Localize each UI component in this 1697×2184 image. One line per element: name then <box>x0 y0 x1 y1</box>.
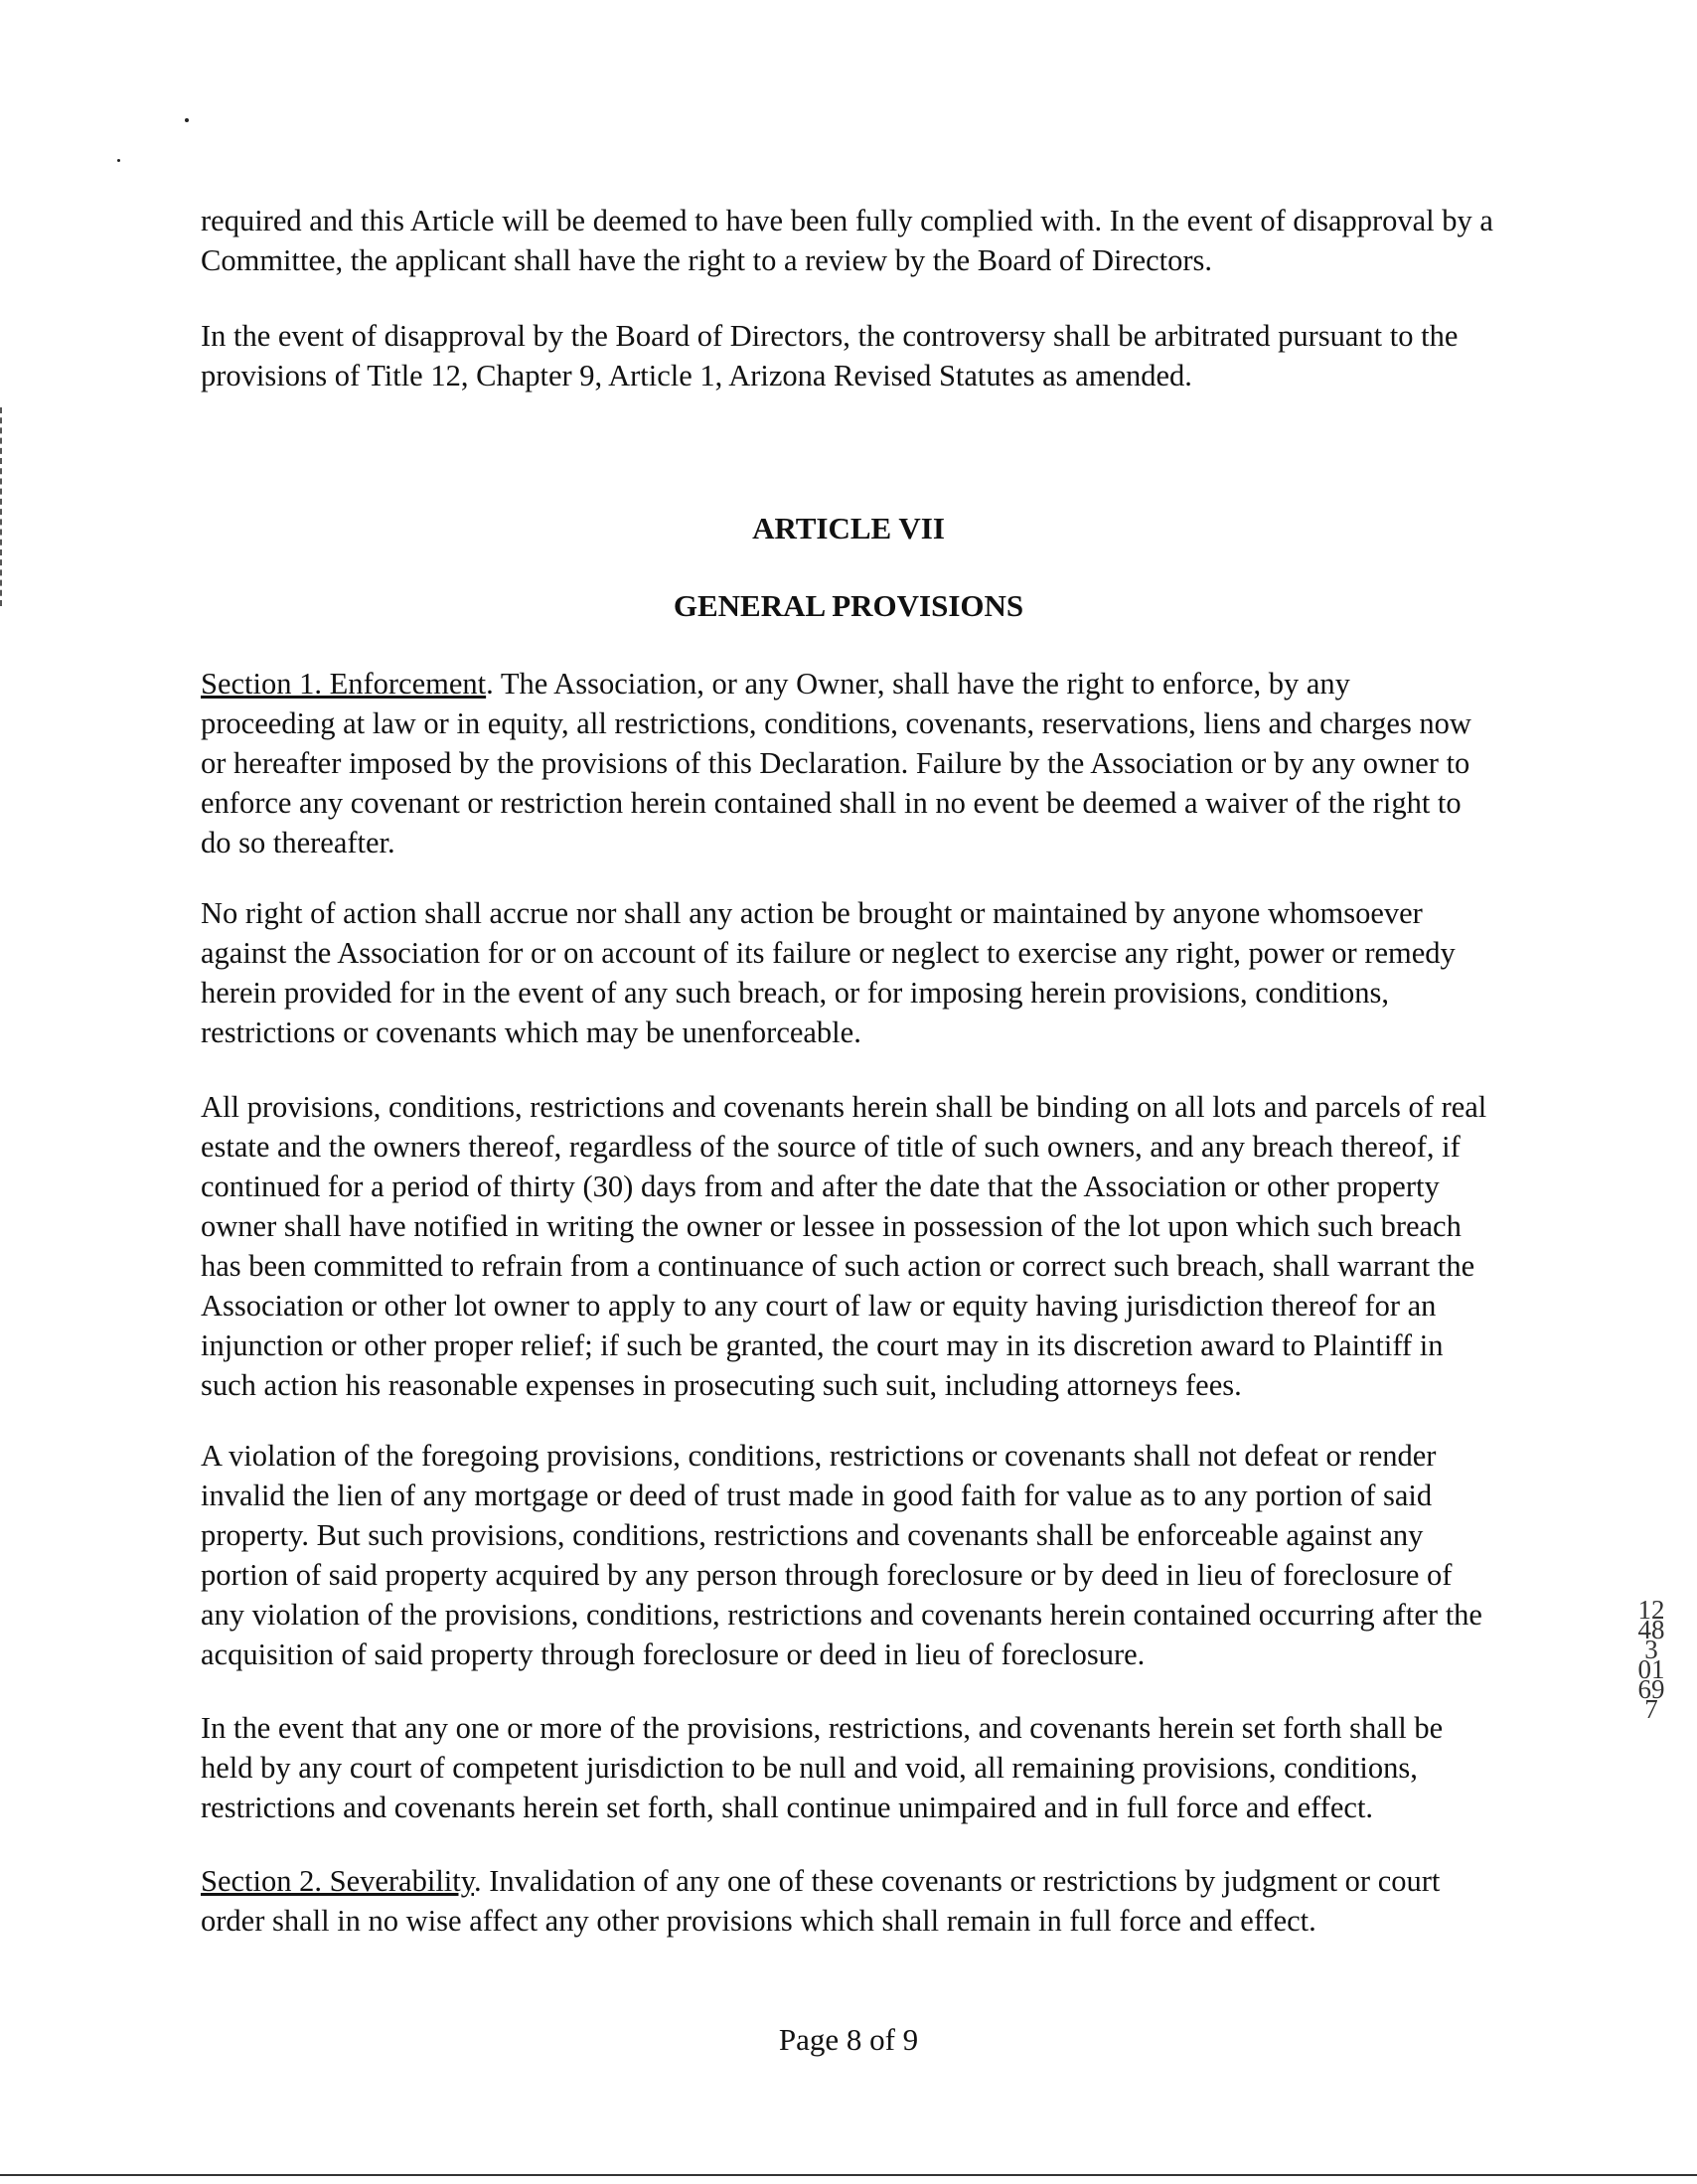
paragraph-continued: required and this Article will be deemed to have been fully complied with. In the event of disapproval by a Committee, the applicant shall have the right to a review by the Board of Directors. <box>201 204 1493 277</box>
bottom-scan-edge <box>0 2174 1697 2176</box>
section-2-label: Section 2. Severability <box>201 1864 475 1898</box>
scan-speck <box>185 118 189 122</box>
paragraph-null-void: In the event that any one or more of the provisions, restrictions, and covenants herein set forth shall be held by any court of competent jurisdiction to be null and void, all remaining provisions, conditions, restrictions and covenants herein set forth, shall continue unimpaired and in full force and effect. <box>201 1711 1444 1824</box>
recording-stamp: 12483 01697 <box>1637 1595 1665 1724</box>
scan-edge-marks <box>0 407 5 606</box>
section-1-label: Section 1. Enforcement <box>201 667 487 701</box>
section-1-enforcement <box>201 664 1592 862</box>
scan-speck <box>117 159 120 162</box>
paragraph-binding: All provisions, conditions, restrictions and covenants herein shall be binding on all lots and parcels of real estate and the owners thereof, regardless of the source of title of such owners, and any breach thereof, if continued for a period of thirty (30) days from and after the date that the Association or other property owner shall have notified in writing the owner or lessee in possession of the lot upon which such breach has been committed to refrain from a continuance of such action or correct such breach, shall warrant the Association or other lot owner to apply to any court of law or equity having jurisdiction thereof for an injunction or other proper relief; if such be granted, the court may in its discretion award to Plaintiff in such action his reasonable expenses in prosecuting such suit, including attorneys fees. <box>201 1090 1487 1402</box>
article-number: ARTICLE VII <box>752 511 945 546</box>
paragraph-no-right-of-action: No right of action shall accrue nor shall any action be brought or maintained by anyone whomsoever against the Association for or on account of its failure or neglect to exercise any right, power or remedy herein provided for in the event of any such breach, or for imposing herein provisions, conditions, restrictions or covenants which may be unenforceable. <box>201 896 1456 1049</box>
paragraph-arbitration: In the event of disapproval by the Board of Directors, the controversy shall be arbitrated pursuant to the provisions of Title 12, Chapter 9, Article 1, Arizona Revised Statutes as amended. <box>201 319 1459 392</box>
section-2-text: . Invalidation of any one of these covenants or restrictions by judgment or court order shall in no wise affect any other provisions which shall remain in full force and effect. <box>201 1864 1441 1938</box>
section-1-text: . The Association, or any Owner, shall have the right to enforce, by any proceeding at law or in equity, all restrictions, conditions, covenants, reservations, liens and charges now or hereafter imposed by the provisions of this Declaration. Failure by the Association or by any owner to enforce any covenant or restriction herein contained shall in no event be deemed a waiver of the right to do so thereafter. <box>201 667 1471 859</box>
paragraph-violation: A violation of the foregoing provisions, conditions, restrictions or covenants shall not defeat or render invalid the lien of any mortgage or deed of trust made in good faith for value as to any portion of said property. But such provisions, conditions, restrictions and covenants shall be enforceable against any portion of said property acquired by any person through foreclosure or by deed in lieu of foreclosure of any violation of the provisions, conditions, restrictions and covenants herein contained occurring after the acquisition of said property through foreclosure or deed in lieu of foreclosure. <box>201 1439 1482 1671</box>
page-number-footer: Page 8 of 9 <box>778 2022 919 2057</box>
section-2-severability <box>201 1861 1592 1941</box>
article-title: GENERAL PROVISIONS <box>673 588 1024 623</box>
